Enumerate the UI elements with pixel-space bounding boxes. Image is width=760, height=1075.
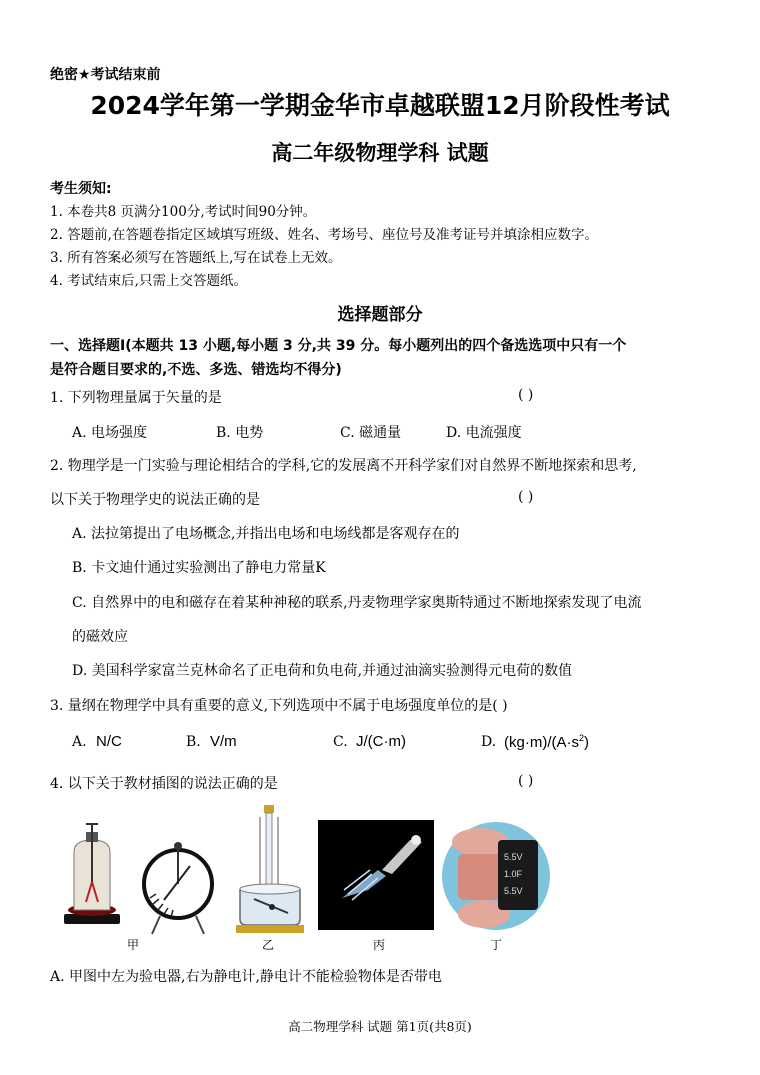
notice-heading: 考生须知: bbox=[50, 181, 112, 197]
option-a-label: A. bbox=[72, 734, 87, 750]
answer-paren: ( ) bbox=[518, 387, 534, 403]
figure-ding bbox=[440, 820, 552, 932]
question-1-stem: 1. 下列物理量属于矢量的是 bbox=[50, 390, 222, 406]
option-c: C. 磁通量 bbox=[340, 425, 402, 441]
figure-bing bbox=[318, 820, 434, 930]
option-b-unit: V/m bbox=[210, 733, 237, 750]
option-c: C. 自然界中的电和磁存在着某种神秘的联系,丹麦物理学家奥斯特通过不断地探索发现了电流 bbox=[72, 595, 642, 611]
vessel-base bbox=[236, 925, 304, 933]
exam-title: 2024学年第一学期金华市卓越联盟12月阶段性考试 bbox=[90, 91, 670, 120]
unit-text: (kg·m)/(A·s bbox=[504, 734, 579, 751]
option-a: A. 甲图中左为验电器,右为静电计,静电计不能检验物体是否带电 bbox=[50, 969, 442, 985]
question-2-stem: 2. 物理学是一门实验与理论相结合的学科,它的发展离不开科学家们对自然界不断地探索和思考, bbox=[50, 458, 637, 474]
figure-yi bbox=[232, 803, 308, 935]
option-c-unit: J/(C·m) bbox=[356, 733, 406, 750]
capacitor-label: 5.5V bbox=[504, 886, 523, 896]
notice-item: 2. 答题前,在答题卷指定区域填写班级、姓名、考场号、座位号及准考证号并填涂相应数字。 bbox=[50, 227, 598, 243]
caption-yi: 乙 bbox=[262, 938, 275, 952]
exam-subtitle: 高二年级物理学科 试题 bbox=[271, 141, 489, 165]
capacitor-label: 5.5V bbox=[504, 852, 523, 862]
section-title: 选择题部分 bbox=[337, 305, 423, 325]
question-2-stem: 以下关于物理学史的说法正确的是 bbox=[50, 492, 260, 508]
unit-sup: 2 bbox=[579, 733, 585, 743]
option-c-cont: 的磁效应 bbox=[72, 629, 128, 645]
notice-item: 4. 考试结束后,只需上交答题纸。 bbox=[50, 273, 247, 289]
option-d-unit bbox=[504, 733, 589, 751]
option-d: D. 电流强度 bbox=[446, 425, 522, 441]
option-b: B. 电势 bbox=[216, 425, 264, 441]
notice-item: 3. 所有答案必须写在答题纸上,写在试卷上无效。 bbox=[50, 250, 342, 266]
part-heading: 一、选择题Ⅰ(本题共 13 小题,每小题 3 分,共 39 分。每小题列出的四个备选选项中只有一个 bbox=[50, 338, 627, 354]
part-heading: 是符合题目要求的,不选、多选、错选均不得分) bbox=[50, 362, 342, 378]
option-b-label: B. bbox=[186, 734, 201, 750]
glass-tube bbox=[266, 813, 272, 893]
figure-jia bbox=[60, 822, 220, 937]
option-a-unit: N/C bbox=[96, 733, 122, 750]
caption-jia: 甲 bbox=[127, 938, 140, 952]
question-4-stem: 4. 以下关于教材插图的说法正确的是 bbox=[50, 776, 278, 792]
option-d: D. 美国科学家富兰克林命名了正电荷和负电荷,并通过油滴实验测得元电荷的数值 bbox=[72, 663, 573, 679]
secret-label: 绝密★考试结束前 bbox=[50, 67, 161, 83]
option-a: A. 法拉第提出了电场概念,并指出电场和电场线都是客观存在的 bbox=[72, 526, 460, 542]
caption-ding: 丁 bbox=[490, 938, 503, 952]
option-b: B. 卡文迪什通过实验测出了静电力常量K bbox=[72, 560, 326, 576]
answer-paren: ( ) bbox=[518, 773, 534, 789]
option-c-label: C. bbox=[333, 734, 348, 750]
answer-paren: ( ) bbox=[518, 489, 534, 505]
option-d-label: D. bbox=[481, 734, 497, 750]
unit-close: ) bbox=[584, 734, 590, 751]
caption-bing: 丙 bbox=[373, 938, 386, 952]
option-a: A. 电场强度 bbox=[72, 425, 148, 441]
question-3-stem: 3. 量纲在物理学中具有重要的意义,下列选项中不属于电场强度单位的是( ) bbox=[50, 698, 508, 714]
capacitor-label: 1.0F bbox=[504, 869, 523, 879]
page-footer: 高二物理学科 试题 第1页(共8页) bbox=[288, 1019, 472, 1034]
notice-item: 1. 本卷共8 页满分100分,考试时间90分钟。 bbox=[50, 204, 317, 220]
